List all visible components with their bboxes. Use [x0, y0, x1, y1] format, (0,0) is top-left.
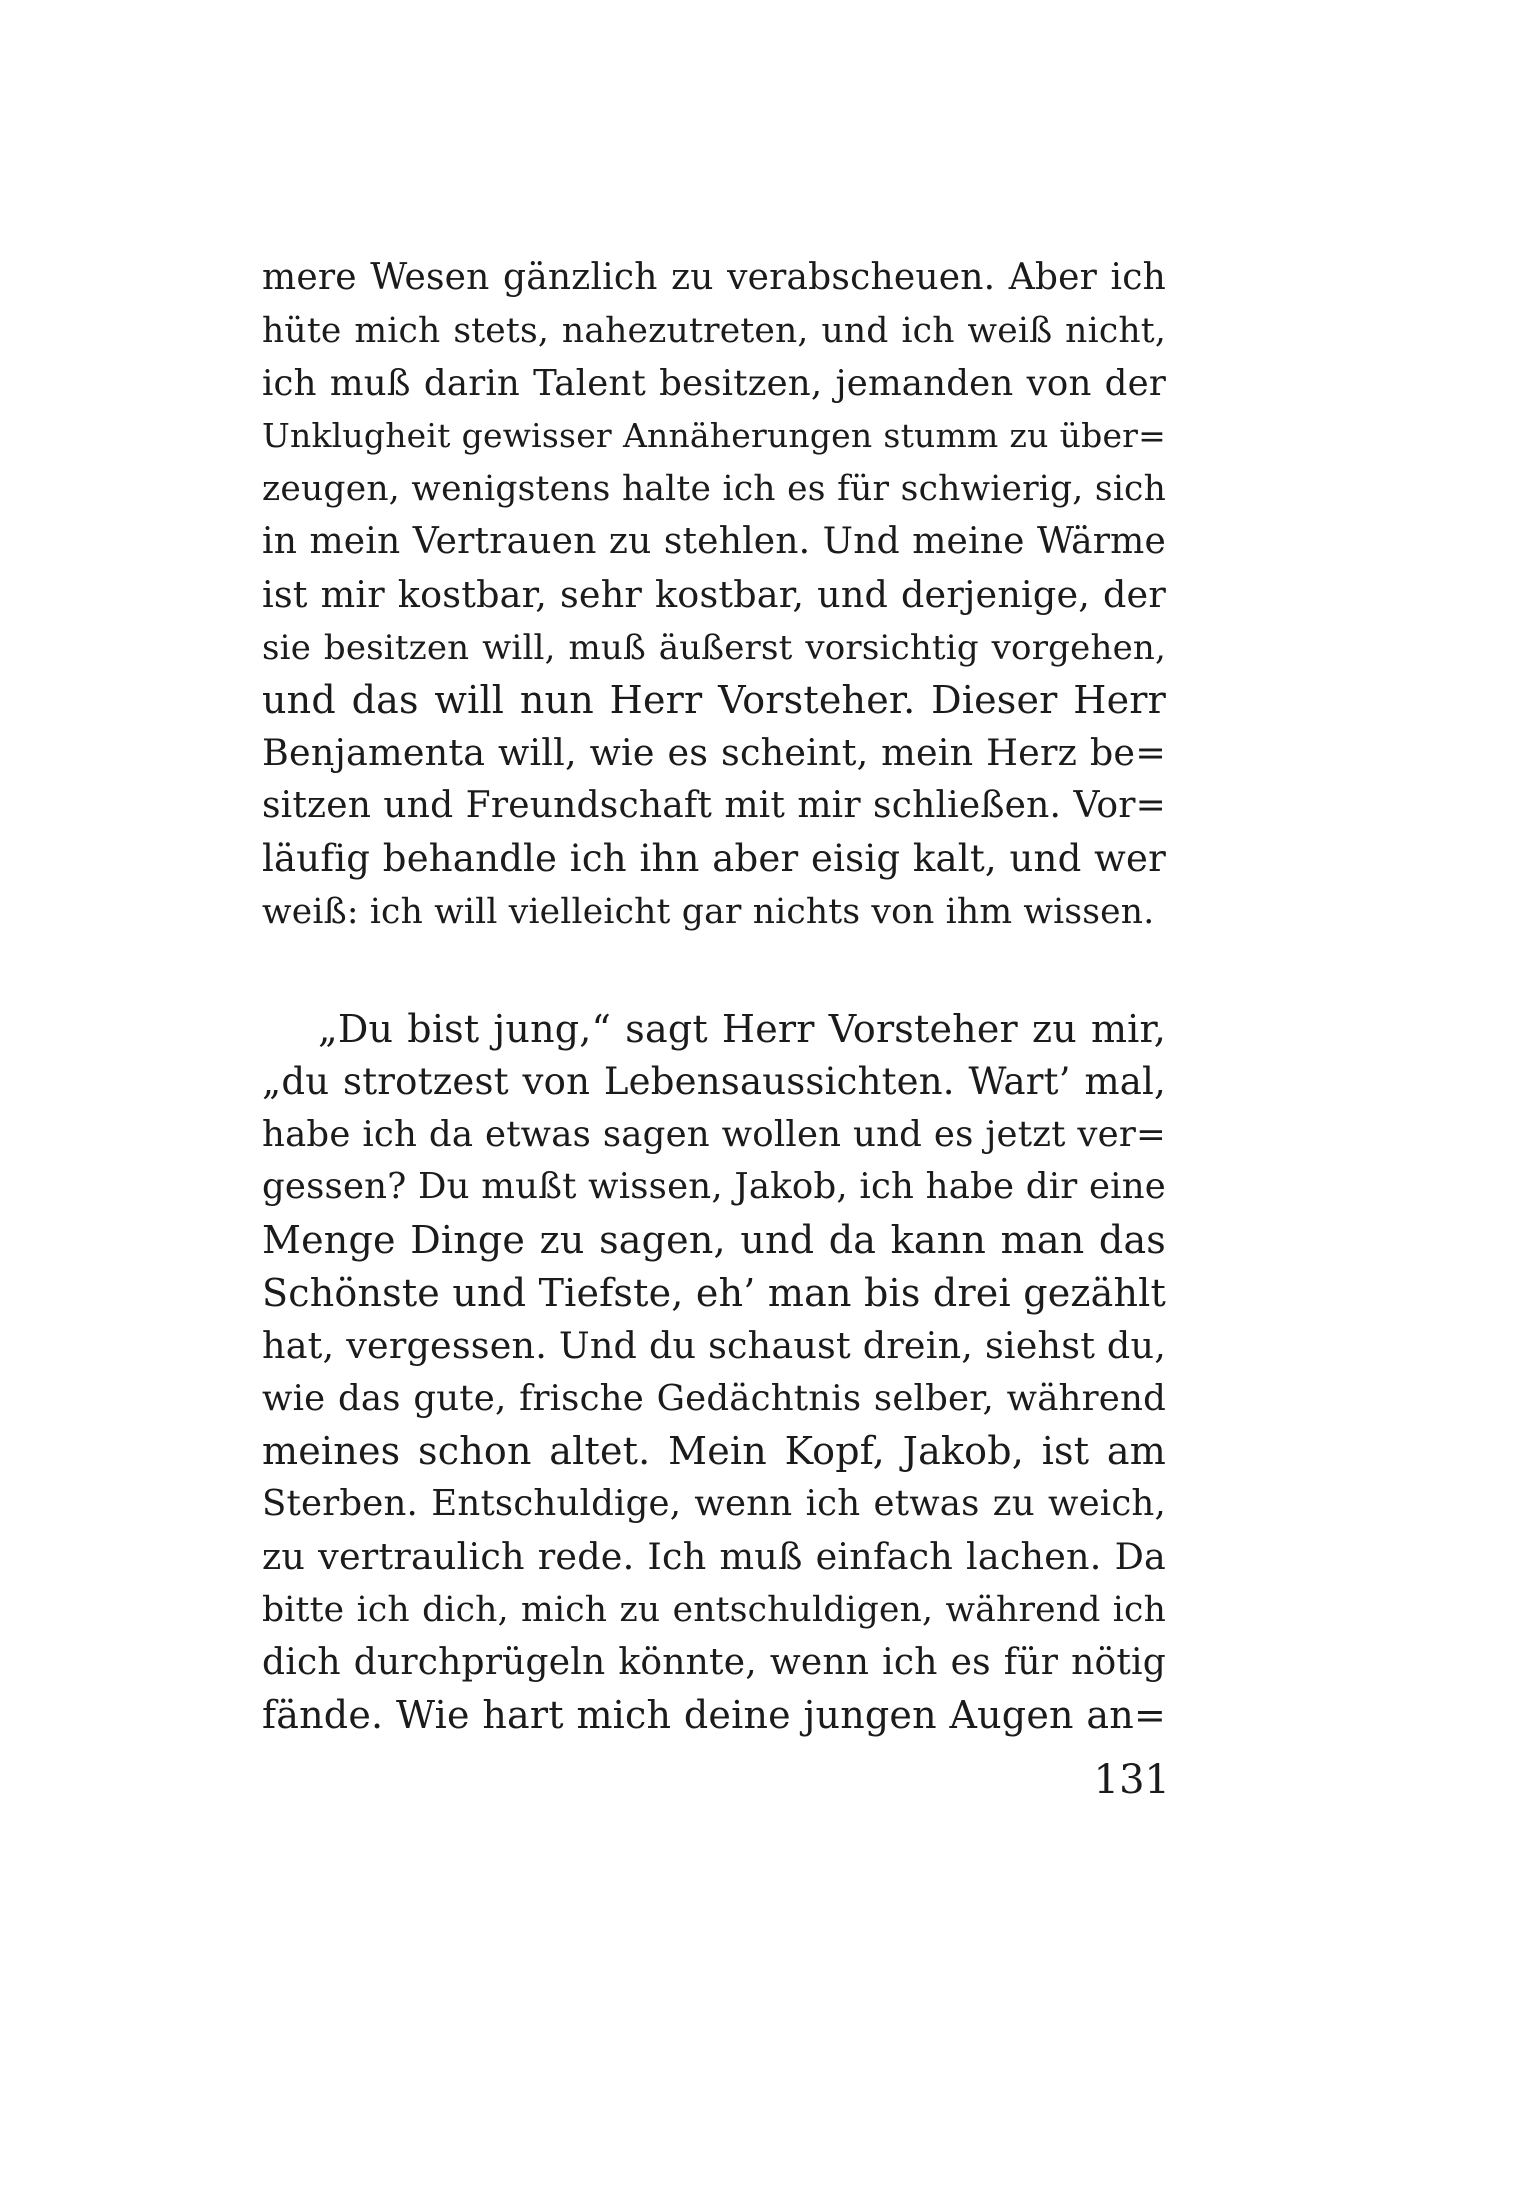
text-line: in mein Vertrauen zu stehlen. Und meine Wärme [262, 520, 1166, 562]
paragraph-1 [262, 252, 1166, 938]
text-line: sitzen und Freundschaft mit mir schließen. Vor= [262, 784, 1166, 826]
text-line: ist mir kostbar, sehr kostbar, und derjenige, der [262, 572, 1166, 616]
text-line: Schönste und Tiefste, eh’ man bis drei gezählt [262, 1270, 1166, 1315]
page-number: 131 [1093, 1757, 1170, 1803]
text-line: gessen? Du mußt wissen, Jakob, ich habe dir eine [262, 1166, 1166, 1208]
text-line: dich durchprügeln könnte, wenn ich es für nötig [262, 1641, 1166, 1683]
text-line: Unklugheit gewisser Annäherungen stumm zu über= [262, 416, 1166, 456]
text-line: Benjamenta will, wie es scheint, mein Herz be= [262, 731, 1166, 775]
text-line: meines schon altet. Mein Kopf, Jakob, ist am [262, 1429, 1166, 1474]
text-line: „Du bist jung,“ sagt Herr Vorsteher zu mir, [318, 1007, 1166, 1051]
text-line: fände. Wie hart mich deine jungen Augen an= [262, 1693, 1166, 1738]
text-line: wie das gute, frische Gedächtnis selber, während [262, 1377, 1166, 1419]
text-line: habe ich da etwas sagen wollen und es jetzt ver= [262, 1113, 1166, 1155]
text-line: läufig behandle ich ihn aber eisig kalt, und wer [262, 836, 1166, 880]
text-line: mere Wesen gänzlich zu verabscheuen. Aber ich [262, 257, 1166, 298]
text-line: hüte mich stets, nahezutreten, und ich weiß nicht, [262, 310, 1166, 351]
text-line: Menge Dinge zu sagen, und da kann man das [262, 1218, 1166, 1263]
text-line: Sterben. Entschuldige, wenn ich etwas zu weich, [262, 1483, 1166, 1525]
text-line: ich muß darin Talent besitzen, jemanden von der [262, 362, 1166, 404]
paragraph-2 [262, 1003, 1166, 1742]
text-line: zu vertraulich rede. Ich muß einfach lachen. Da [262, 1534, 1166, 1578]
text-line: weiß: ich will vielleicht gar nichts von ihm wissen. [262, 891, 1155, 932]
text-line: „du strotzest von Lebensaussichten. Wart’ mal, [262, 1059, 1166, 1103]
text-line: und das will nun Herr Vorsteher. Dieser Herr [262, 678, 1166, 723]
text-line: zeugen, wenigstens halte ich es für schwierig, sich [262, 469, 1166, 510]
text-line: bitte ich dich, mich zu entschuldigen, während ich [262, 1589, 1166, 1630]
text-line: sie besitzen will, muß äußerst vorsichtig vorgehen, [262, 627, 1166, 668]
text-line: hat, vergessen. Und du schaust drein, siehst du, [262, 1323, 1166, 1367]
